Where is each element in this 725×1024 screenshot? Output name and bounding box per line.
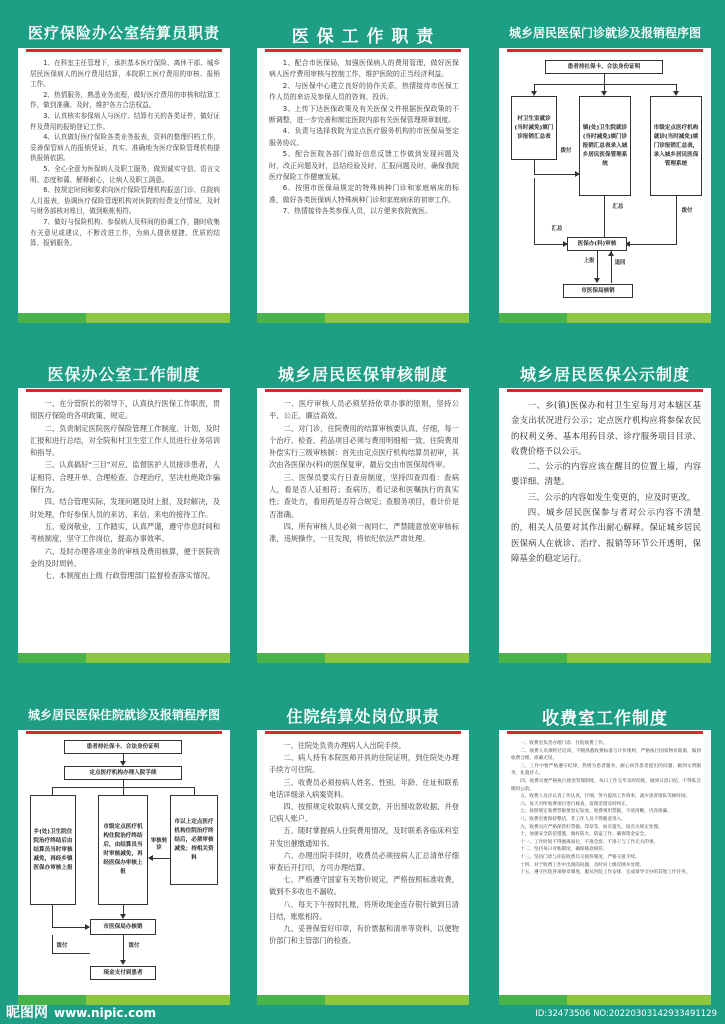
green-footer: [18, 653, 230, 663]
panel-audit-rules: [257, 348, 469, 663]
label-pay: 拨付: [560, 148, 572, 154]
flow-city-inpatient: 市级定点医疗机构住院治疗终结后，由结算员当时审核减免，再经医保办审核上报: [98, 795, 148, 905]
paragraph: 1、配合市医保局，加强医保病人的费用管理，做好医保病人医疗费用审核与控制工作，维护医院的正当经济利益。: [269, 59, 459, 79]
panel-body: [269, 58, 459, 307]
paragraph: 7、做好与保险机构、参保病人及科间的协调工作，随时收集有关意见或建议，不断改进工作，为病人提供便捷、优质的结算、报销服务。: [30, 217, 220, 248]
paragraph: 7、热情接待各类参保人员，以方便来我院就医。: [282, 207, 432, 216]
connector: [123, 787, 124, 795]
watermark-brand-name: 昵图网: [6, 1005, 48, 1021]
panel-insurance-work-duties: [257, 8, 469, 323]
connector: [534, 178, 535, 244]
paragraph: 十四、对于收费工作中出现的问题，及时向上级反映并处理。: [520, 862, 645, 868]
label-pay: 拨付: [56, 943, 68, 949]
connector: [597, 251, 598, 281]
label-return: 退回: [614, 260, 626, 266]
connector: [604, 74, 605, 84]
panel-insurance-office-rules: [18, 348, 230, 663]
paragraph: 五、收费人员应认真工作认真，仔细，努力提高工作效率，减少患者排队等候时间。: [520, 794, 691, 800]
paragraph: 1、在科室主任管理下，承担基本医疗保险、离休干部、城乡居民医保病人的医疗费用结算，本院职工医疗费用的审核、报销工作。: [30, 59, 220, 89]
panel-disclosure-rules: [499, 348, 711, 663]
flow-step-patient: 患者持社保卡、合法身份证明: [64, 740, 182, 754]
panel-title: 住院结算处岗位职责: [286, 707, 440, 726]
connector: [534, 174, 579, 175]
paragraph: 一、收费室负责办理门诊、住院收费工作。: [520, 741, 608, 746]
paragraph: 三、公示的内容如发生变更的，应及时更改。: [527, 491, 696, 502]
connector: [52, 935, 53, 953]
flow-cash-to-patient: 现金支付到患者: [90, 966, 156, 980]
panel-title: 医 保 工 作 职 责: [291, 27, 435, 47]
label-summary: 汇总: [551, 226, 563, 232]
paragraph: 5、配合医院各部门做好信息反馈工作做到发现问题及时，改正问题及时，总结经验及时，汇报问题及时，确保我院医疗保险工作健康发展。: [269, 150, 459, 182]
flow-city-bureau-settlement: 市医保局办核销: [90, 919, 156, 935]
red-divider: [265, 731, 461, 734]
flow-insurance-office-audit: 医保办(科)审核: [567, 237, 627, 251]
paragraph: 六、及时办理各项业务的审核及费用核算，便于医院资金的及时周转。: [30, 546, 220, 568]
paragraph: 三、工作中要严格遵守纪律，热情为患者服务，耐心回答患者提出的问题，做到文明服务，礼貌待人。: [511, 763, 701, 777]
paragraph: 七、按照规定收费票据要登记发放，收费须用票据，字迹清晰，内容准确。: [520, 809, 672, 815]
arrow-right: [575, 171, 580, 177]
panel-inpatient-flowchart: [18, 690, 230, 1005]
red-divider: [26, 49, 222, 52]
red-divider: [507, 389, 703, 392]
connector: [123, 780, 124, 787]
panel-body: [511, 740, 701, 989]
paragraph: 一、在分管院长的领导下，认真执行医保工作职责，贯彻医疗保险的各项政策、规定。: [30, 399, 220, 421]
connector: [123, 935, 124, 963]
paragraph: 二、负责制定医院医疗保险管理工作制度、计划，及时汇报和进行总结，对全院和村卫生室工作人员进行业务培训和指导。: [30, 423, 220, 458]
paragraph: 四、所有审核人员必须一视同仁，严禁随意放宽审核标准，违规操作，一旦发现，将依纪依法严肃处理。: [269, 521, 459, 544]
panel-title: 城乡居民医保住院就诊及报销程序图: [27, 708, 220, 722]
paragraph: 五、随时掌握病人住院费用情况，及时联系各临床科室开发出催缴通知书。: [269, 826, 459, 848]
red-divider: [507, 49, 703, 52]
arrow-up: [608, 251, 614, 256]
paragraph: 5、全心全意为医保病人及职工服务，做到诚实守信、语言文明、态度和蔼、解释耐心，让病人及职工满意。: [30, 164, 220, 184]
paragraph: 四、按照规定收取病人预交款，开出预收款收据，并登记病人账户。: [269, 802, 459, 824]
label-summary: 汇总: [612, 204, 624, 210]
paragraph: 六、办理出院手续时，收费员必须按病人汇总清单仔细审查后开打印，方可办理结算。: [269, 850, 459, 873]
panel-title: 医疗保险办公室结算员职责: [27, 24, 220, 42]
panel-body: [30, 398, 220, 647]
green-footer: [257, 995, 469, 1005]
flow-city-hospital: 市级定点医疗机构就诊(当时减免)填门诊报销汇总表，录入城乡居民医保管理系统: [650, 96, 702, 196]
connector: [534, 84, 677, 85]
paragraph: 七、严格遵守国家有关物价规定，严格按照标准收费，做到不多收也不漏收。: [269, 875, 459, 897]
paragraph: 3、认真核实参保病人与医疗、结算有关的各类证件，做好证件及费用的报销登记工作。: [30, 111, 220, 131]
green-footer: [257, 653, 469, 663]
panel-body: [269, 398, 459, 647]
paragraph: 2、热情服务，熟悉业务流程，做好医疗费用的审核和结算工作，做到准确、及时，维护各方合法权益。: [30, 90, 220, 110]
paragraph: 十三、坚持门诊与住院收费员交接班制度，严格交接手续。: [520, 854, 640, 860]
paragraph: 九、收费员应严格保管好票据、印章等，如有遗失，按有关规定处理。: [520, 824, 663, 830]
connector: [52, 953, 90, 954]
red-divider: [26, 731, 222, 734]
panel-title: 医保办公室工作制度: [47, 365, 201, 384]
paragraph: 四、城乡居民医保参与者对公示内容不清楚的，相关人员要对其作出耐心解释。保证城乡居民医保病人在就诊、治疗、报销等环节公开透明，保障基金的稳定运行。: [511, 507, 701, 563]
label-review-referral: 审核转诊: [150, 838, 168, 851]
panel-insurance-settlement-duties: [18, 8, 230, 323]
watermark-url: www.nipic.com: [54, 1006, 156, 1020]
green-footer: [499, 653, 711, 663]
arrow-down: [120, 960, 126, 965]
paragraph: 二、收费人员须经过培训，不断熟悉收费标准与计价规则，严格执行国家物价政策，做到收费合理、准确无误。: [511, 748, 701, 762]
connector: [194, 787, 195, 795]
panel-title: 城乡居民医保公示制度: [519, 365, 690, 384]
watermark-brand: [6, 1002, 156, 1022]
red-divider: [26, 389, 222, 392]
watermark-id: ID:32473506 NO:20220303142933491129: [535, 1009, 717, 1019]
paragraph: 6、按照市医保局规定的特殊病种门诊和家庭病床的标准，做好各类医保病人特殊病种门诊和家庭病床的初审工作。: [269, 184, 459, 204]
paragraph: 2、与医保中心建立良好的协作关系，热情接待市医保工作人员的来访及参保人员的咨询、投诉。: [269, 81, 459, 102]
connector: [152, 858, 170, 859]
panel-body: [511, 398, 701, 647]
connector: [604, 196, 605, 238]
paragraph: 二、公示的内容应该在醒目的位置上墙，内容要详细、清楚。: [511, 461, 701, 487]
paragraph: 三、认真搞好“三目”对应，监督医护人员接诊患者，人证相符、合理开单、合理检查、合理治疗，坚决杜绝欺诈骗保行为。: [30, 460, 220, 495]
paragraph: 二、病人持有本院医师开具的住院证明，到住院处办理手续方可住院。: [269, 753, 459, 775]
green-footer: [18, 313, 230, 323]
paragraph: 二、对门诊、住院费用的结算审核要认真、仔细，每一个治疗、检查、药品项目必须与费用明细相一致。住院费用补偿实行三级审核制：首先由定点医疗机构结算员初审，其次由各医保办(科)的医保复审，最后交由市医保局终审。: [269, 423, 459, 470]
connector: [534, 160, 535, 174]
paragraph: 三、医保员要实行日查房制度，坚持四查四看：查病人，看是否人证相符；查病历，看记录和医嘱执行的真实性；查处方，看用药是否符合规定；查服务项目，看计价是否准确。: [269, 472, 459, 519]
label-pay: 拨付: [681, 208, 693, 214]
flow-village-clinic: 村卫生室就诊(当时减免)填门诊报销汇总表: [511, 96, 557, 160]
connector: [676, 196, 677, 244]
panel-inpatient-settlement-duties: [257, 690, 469, 1005]
green-footer: [499, 995, 711, 1005]
paragraph: 4、认真做好医疗保险各类业务报表，资料的整理归档工作，妥善保管病人的报销凭证，真实、准确地为医疗保险管理机构提供报销依据。: [30, 133, 220, 163]
panel-body: [30, 58, 220, 307]
paragraph: 八、收费室要保持整洁，非工作人员不得随意进入。: [520, 816, 626, 822]
paragraph: 六、每天对所收费项目进行核查，发现差错及时纠正。: [520, 801, 631, 807]
flow-higher-inpatient: 市以上定点医疗机构住院治疗终结后，必须审核减免；持相关资料: [170, 795, 218, 885]
connector: [52, 905, 53, 928]
arrow-down: [594, 278, 600, 283]
paragraph: 十一、工作时间不得擅离岗位，不准会客，不准干与工作无关的事。: [520, 839, 659, 845]
panel-title: 城乡居民医保门诊就诊及报销程序图: [508, 26, 701, 40]
paragraph: 一、医疗审核人员必须坚持依章办事的原则，坚持公平、公正、廉洁高效。: [269, 399, 459, 421]
paragraph: 九、妥善保管好印章，有价票据和清单等资料，以便物价部门和主管部门的检查。: [269, 924, 459, 946]
panel-title: 城乡居民医保审核制度: [277, 365, 448, 384]
green-footer: [257, 313, 469, 323]
flow-step-admission: 定点医疗机构办理入院手续: [64, 766, 182, 780]
connector: [52, 787, 53, 795]
paragraph: 十二、坚持每日对账制度，确保账款相符。: [520, 847, 608, 853]
flow-city-bureau: 市医保局核销: [563, 284, 633, 298]
paragraph: 6、按规定时间和要求向医疗保险管理机构报送门诊、住院病人月报表，协调医疗保险管理机构对医院的经费支付情况，及时与财务部核对账目，做到帐帐相符。: [30, 186, 220, 216]
label-report: 上报: [583, 258, 595, 264]
connector: [52, 927, 89, 928]
paragraph: 四、收费员要严格执行现金管理制度，每日工作完毕及时结账，做到日清日结，不得私自挪用公款。: [511, 778, 701, 792]
paragraph: 十五、遵守医院各项规章制度，服从医院工作安排，完成领导交办的其他工作任务。: [520, 870, 691, 876]
paragraph: 十、加强安全防范措施，做好防火、防盗工作，确保资金安全。: [520, 832, 649, 838]
paragraph: 一、住院处负责办理病人入出院手续。: [283, 741, 406, 750]
panel-body: [269, 740, 459, 989]
paragraph: 4、负责与选择我院为定点医疗服务机构的市医保局签定服务协议。: [269, 127, 459, 147]
paragraph: 一、乡(镇)医保办和村卫生室每月对本辖区基金支出状况进行公示；定点医疗机构应将参保农民的权利义务、基本用药目录、诊疗服务项目目录、收费价格予以公示。: [511, 400, 701, 456]
green-footer: [499, 313, 711, 323]
paragraph: 三、收费员必须按病人姓名、性别、年龄、住址和联系电话详细录入病案资料。: [269, 777, 459, 799]
red-divider: [507, 731, 703, 734]
panel-title: 收费室工作制度: [542, 709, 668, 729]
label-pay: 拨付: [128, 943, 140, 949]
panel-outpatient-flowchart: [499, 8, 711, 323]
flow-township-hospital: 镇(处)卫生院就诊(当时减免)填门诊报销汇总表录入城乡居民医保管理系统: [579, 96, 631, 196]
red-divider: [265, 49, 461, 52]
paragraph: 3、上传下达医保政策及有关医保文件根据医保政策的不断调整，进一步完善和制定医院内部有关医保管理规章制度。: [269, 104, 459, 125]
flow-step-patient: 患者持社保卡、合法身份证明: [545, 60, 663, 74]
panel-cashier-rules: [499, 690, 711, 1005]
paragraph: 四、结合管理实际，发现问题及时上报，及时解决，及时处理，作好参保人员的来访、来信、来电的接待工作。: [30, 497, 220, 519]
paragraph: 八、每天下午按时扎账，将所收现金连存银行做到日清日结，账账相符。: [269, 899, 459, 921]
red-divider: [265, 389, 461, 392]
flow-township-inpatient: 乡(处)卫生院住院治疗终结后由结算员当时审核减免，再经乡镇医保办审核上报: [30, 795, 76, 905]
paragraph: 五、爱岗敬业，工作踏实，认真严谨，遵守作息时间和考核制度，坚守工作岗位，提高办事效率。: [30, 521, 220, 544]
paragraph: 七、本制度由上级 行政管理部门监督检查落实情况。: [44, 571, 215, 581]
connector: [629, 244, 677, 245]
